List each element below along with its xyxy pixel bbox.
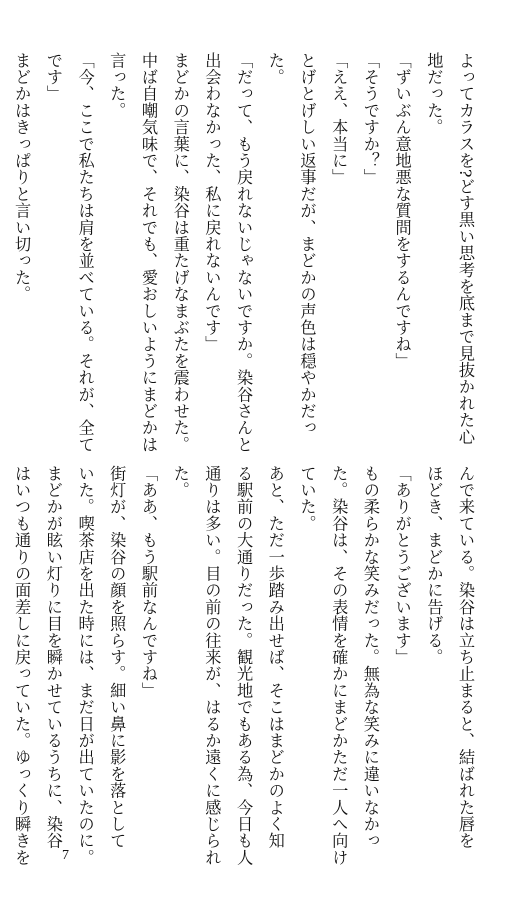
text-column: 「ありがとうございます」 bbox=[392, 465, 412, 666]
text-column: んで来ている。染谷は立ち止まると、結ばれた唇を bbox=[456, 465, 475, 850]
text-column: 地だった。 bbox=[424, 52, 444, 136]
text-column: まどかの言葉に、染谷は重たげなまぶたを震わせた。 bbox=[170, 52, 190, 453]
text-column: よってカラスを?どす黒い思考を底まで見抜かれた心 bbox=[456, 52, 475, 446]
text-column: まどかが眩い灯りに目を瞬かせているうちに、染谷 bbox=[43, 465, 63, 850]
text-column: 中ば自嘲気味で、それでも、愛おしいようにまどかは bbox=[138, 52, 158, 453]
text-column: もの柔らかな笑みだった。無為な笑みに違いなかっ bbox=[360, 465, 380, 850]
text-column: あと、ただ一歩踏み出せば、そこはまどかのよく知 bbox=[265, 465, 285, 850]
text-column: とげとげしい返事だが、まどかの声色は穏やかだっ bbox=[297, 52, 317, 437]
text-column: 「今、ここで私たちは肩を並べている。それが、全て bbox=[75, 52, 95, 453]
text-column: 出会わなかった、私に戻れないんです」 bbox=[202, 52, 222, 353]
text-column: た。染谷は、その表情を確かにまどかただ一人へ向け bbox=[329, 465, 349, 866]
text-column: 「ああ、もう駅前なんですね」 bbox=[138, 465, 158, 699]
text-column bbox=[0, 52, 5, 417]
text-column: 「そうですか？」 bbox=[360, 52, 380, 186]
text-column: 言った。 bbox=[107, 52, 127, 119]
text-column: 「ええ、本当に」 bbox=[329, 52, 349, 186]
text-column: た。 bbox=[170, 465, 190, 499]
text-column: 「ずいぶん意地悪な質問をするんですね」 bbox=[392, 52, 412, 370]
text-column: る駅前の大通りだった。観光地でもある為、今日も人 bbox=[234, 465, 254, 866]
text-column: いた。喫茶店を出た時には、まだ日が出ていたのに。 bbox=[75, 465, 95, 866]
text-column: 「だって、もう戻れないじゃないですか。染谷さんと bbox=[234, 52, 254, 453]
text-block-top bbox=[12, 52, 481, 453]
page-number: 7 bbox=[62, 848, 69, 863]
text-column: 街灯が、染谷の顔を照らす。細い鼻に影を落として bbox=[107, 465, 127, 850]
text-column: ほどき、まどかに告げる。 bbox=[424, 465, 444, 666]
text-block-bottom bbox=[12, 465, 481, 866]
text-column: ていた。 bbox=[297, 465, 317, 532]
text-column: はいつも通りの面差しに戻っていた。ゆっくり瞬きを bbox=[12, 465, 32, 866]
text-column: まどかはきっぱりと言い切った。 bbox=[12, 52, 32, 303]
text-column: です」 bbox=[43, 52, 63, 103]
text-column: た。 bbox=[265, 52, 285, 86]
text-column: 通りは多い。目の前の往来が、はるか遠くに感じられ bbox=[202, 465, 222, 866]
